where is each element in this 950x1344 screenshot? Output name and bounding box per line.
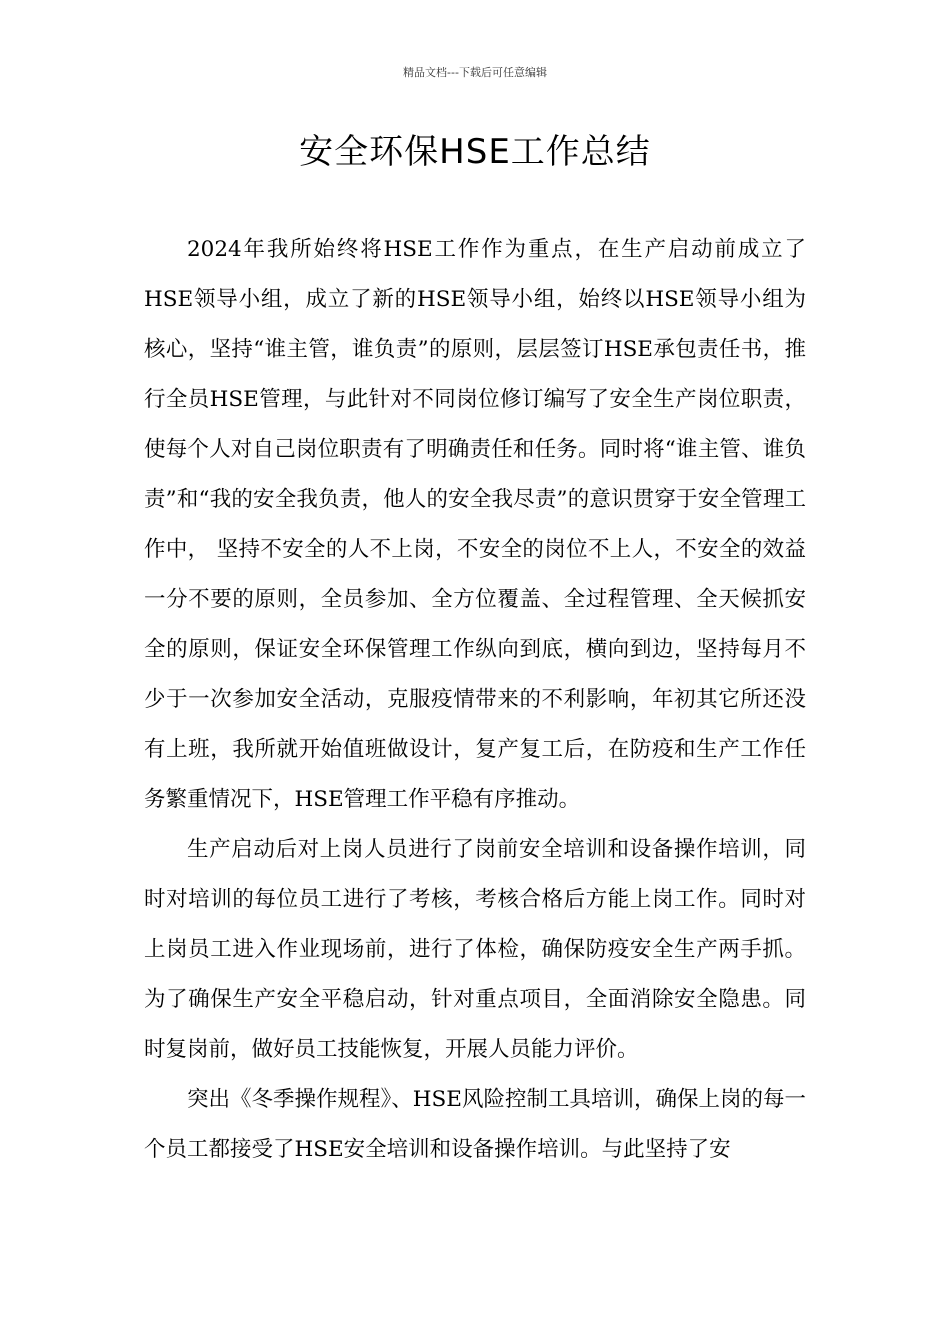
page-header: 精品文档---下载后可任意编辑 [403,66,547,79]
paragraph-3: 突出《冬季操作规程》、HSE风险控制工具培训，确保上岗的每一个员工都接受了HSE安全培训和设备操作培训。与此坚持了安 [144,1087,806,1162]
document-body [144,225,806,1175]
paragraph-1: 2024年我所始终将HSE工作作为重点，在生产启动前成立了HSE领导小组，成立了新的HSE领导小组，始终以HSE领导小组为核心，坚持“谁主管，谁负责”的原则，层层签订HSE承包责任书，推行全员HSE管理，与此针对不同岗位修订编写了安全生产岗位职责，使每个人对自己岗位职责有了明确责任和任务。同时将“谁主管、谁负责”和“我的安全我负责，他人的安全我尽责”的意识贯穿于安全管理工作中， 坚持不安全的人不上岗，不安全的岗位不上人，不安全的效益一分不要的原则，全员参加、全方位覆盖、全过程管理、全天候抓安全的原则，保证安全环保管理工作纵向到底，横向到边，坚持每月不少于一次参加安全活动，克服疫情带来的不利影响，年初其它所还没有上班，我所就开始值班做设计，复产复工后，在防疫和生产工作任务繁重情况下，HSE管理工作平稳有序推动。 [144,237,806,812]
paragraph-2: 生产启动后对上岗人员进行了岗前安全培训和设备操作培训，同时对培训的每位员工进行了考核，考核合格后方能上岗工作。同时对上岗员工进入作业现场前，进行了体检，确保防疫安全生产两手抓。为了确保生产安全平稳启动，针对重点项目，全面消除安全隐患。同时复岗前，做好员工技能恢复，开展人员能力评价。 [144,837,806,1062]
document-title: 安全环保HSE工作总结 [299,132,651,172]
